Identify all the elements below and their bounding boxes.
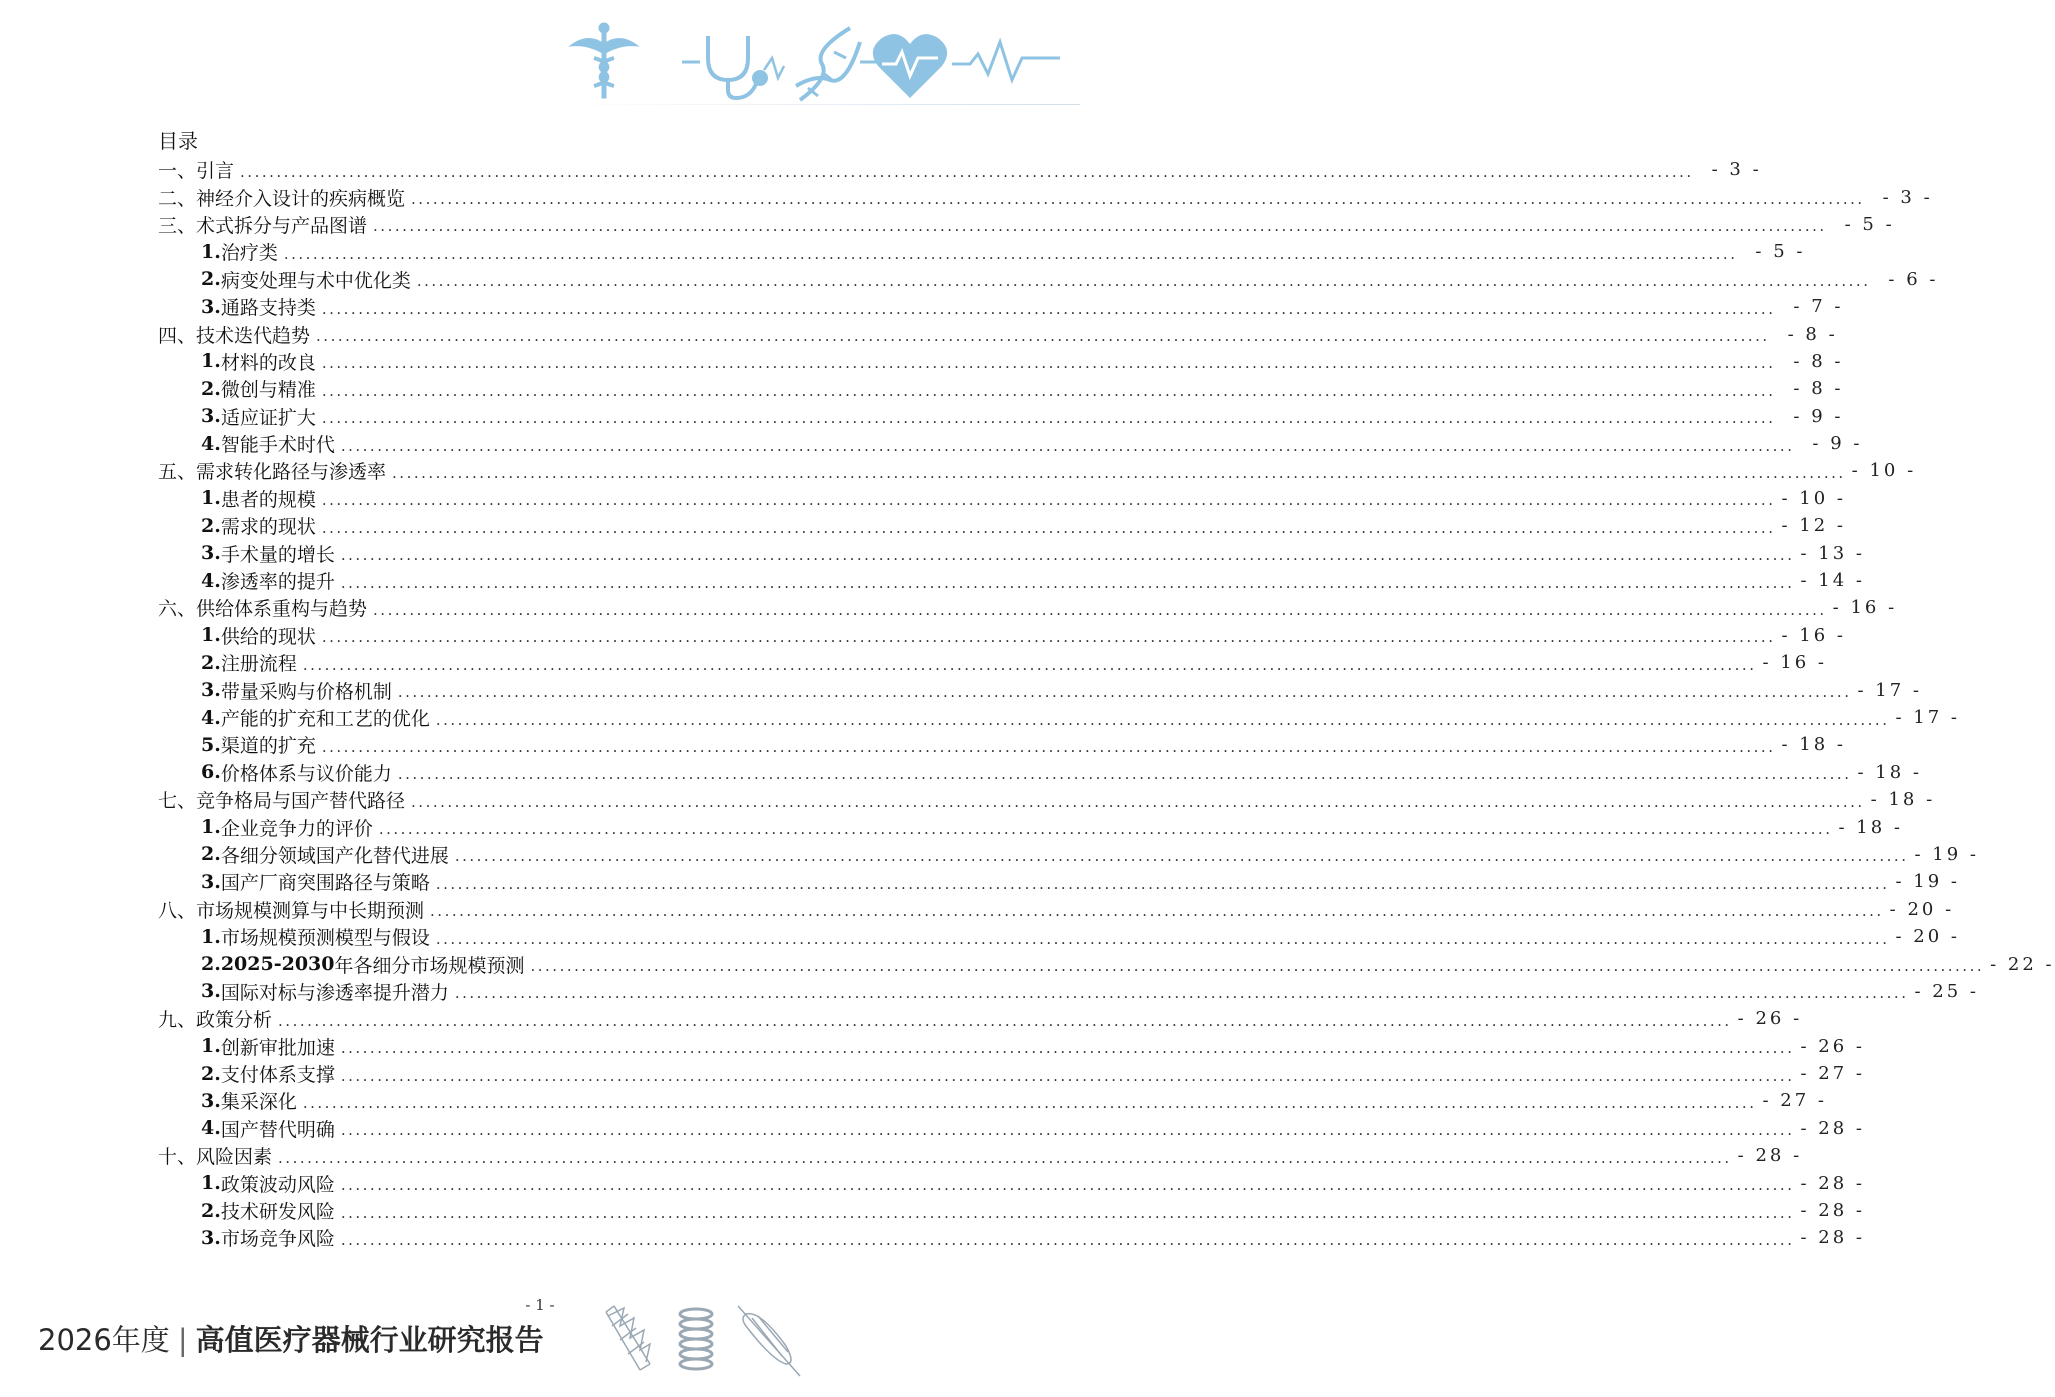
toc-entry-page: - 20 - (1889, 898, 1955, 920)
toc-subsection-row[interactable] (158, 841, 1979, 868)
toc-entry-page: - 19 - (1914, 843, 1979, 865)
toc-entry-page: - 9 - (1812, 433, 1863, 455)
toc-entry-page: - 16 - (1762, 652, 1827, 674)
toc-entry-page: - 16 - (1832, 597, 1898, 619)
toc-entry-label: 竞争格局与国产替代路径 (196, 790, 406, 813)
dot-leader: ........................................................................................................................................................................................................ (278, 1011, 1732, 1030)
toc-entry-page: - 5 - (1755, 241, 1806, 263)
toc-entry-page: - 28 - (1800, 1172, 1865, 1194)
toc-subsection-row[interactable] (158, 676, 1922, 703)
toc-entry-label: 需求转化路径与渗透率 (196, 461, 387, 484)
toc-entry-page: - 8 - (1793, 378, 1844, 400)
dot-leader: ........................................................................................................................................................................................................ (454, 984, 1909, 1003)
toc-entry-number: 3. (201, 1226, 221, 1249)
toc-section-row[interactable] (158, 1005, 1803, 1032)
dot-leader: ........................................................................................................................................................................................................ (340, 1066, 1795, 1085)
toc-entry-number: 6. (201, 761, 221, 784)
toc-entry-label: 国产厂商突围路径与策略 (220, 872, 430, 895)
dna-icon (796, 28, 878, 100)
dot-leader: ........................................................................................................................................................................................................ (316, 327, 1770, 346)
toc-entry-label: 手术量的增长 (220, 543, 335, 566)
dot-leader: ........................................................................................................................................................................................................ (340, 1230, 1795, 1249)
toc-section-row[interactable] (158, 1142, 1803, 1169)
dot-leader: ........................................................................................................................................................................................................ (340, 1121, 1795, 1140)
toc-entry-page: - 8 - (1793, 350, 1844, 372)
dot-leader: ........................................................................................................................................................................................................ (340, 1039, 1795, 1058)
dot-leader: ........................................................................................................................................................................................................ (373, 217, 1827, 236)
footer-device-icons (600, 1300, 810, 1380)
toc-entry-label: 需求的现状 (220, 516, 316, 539)
toc-section-row[interactable] (158, 156, 1762, 183)
toc-entry-number: 3. (201, 1089, 221, 1112)
toc-subsection-row[interactable] (158, 1169, 1865, 1196)
toc-entry-label: 通路支持类 (220, 297, 316, 320)
footer-divider: | (177, 1323, 188, 1357)
toc-entry-number: 2. (201, 514, 221, 537)
toc-subsection-row[interactable] (158, 485, 1846, 512)
dot-leader: ........................................................................................................................................................................................................ (435, 929, 1890, 948)
toc-entry-number: 2. (201, 1062, 221, 1085)
toc-entry-label: 国产替代明确 (220, 1118, 335, 1141)
toc-subsection-row[interactable] (158, 348, 1844, 375)
toc-entry-number: 3. (201, 295, 221, 318)
toc-entry-page: - 8 - (1787, 323, 1838, 345)
toc-section-row[interactable] (158, 896, 1955, 923)
toc-entry-page: - 7 - (1793, 296, 1844, 318)
toc-entry-label: 支付体系支撑 (220, 1064, 335, 1087)
toc-entry-page: - 28 - (1800, 1117, 1865, 1139)
dot-leader: ........................................................................................................................................................................................................ (378, 820, 1833, 839)
toc-subsection-row[interactable] (158, 950, 2055, 977)
coil-icon (680, 1309, 712, 1369)
toc-entry-page: - 27 - (1800, 1063, 1865, 1085)
dot-leader: ........................................................................................................................................................................................................ (302, 655, 1757, 674)
header-divider (560, 104, 1080, 105)
dot-leader: ........................................................................................................................................................................................................ (454, 847, 1909, 866)
toc-section-row[interactable] (158, 457, 1917, 484)
toc-entry-number: 1. (201, 624, 221, 647)
toc-entry-number: 4. (201, 569, 221, 592)
toc-section-row[interactable] (158, 183, 1933, 210)
dot-leader: ........................................................................................................................................................................................................ (321, 491, 1776, 510)
toc-entry-label: 创新审批加速 (220, 1036, 335, 1059)
table-of-contents (158, 126, 2055, 1252)
toc-entry-page: - 18 - (1781, 734, 1846, 756)
toc-entry-label: 各细分领域国产化替代进展 (220, 844, 449, 867)
toc-entry-label: 智能手术时代 (220, 434, 335, 457)
toc-subsection-row[interactable] (158, 567, 1865, 594)
stent-icon (606, 1306, 650, 1370)
dot-leader: ........................................................................................................................................................................................................ (321, 628, 1776, 647)
toc-subsection-row[interactable] (158, 375, 1844, 402)
toc-entry-number: 七、 (158, 790, 197, 813)
toc-entry-label: 市场竞争风险 (220, 1228, 335, 1251)
toc-entry-label: 价格体系与议价能力 (220, 762, 392, 785)
toc-entry-page: - 22 - (1990, 953, 2055, 975)
toc-entry-page: - 16 - (1781, 624, 1846, 646)
toc-subsection-row[interactable] (158, 1115, 1865, 1142)
toc-section-row[interactable] (158, 594, 1898, 621)
toc-entry-label: 术式拆分与产品图谱 (196, 214, 368, 237)
toc-entry-label: 供给体系重构与趋势 (196, 598, 368, 621)
toc-entry-number: 2.2025-2030 (201, 953, 335, 976)
dot-leader: ........................................................................................................................................................................................................ (283, 244, 1738, 263)
toc-entry-number: 九、 (158, 1009, 197, 1032)
toc-entry-page: - 20 - (1895, 926, 1960, 948)
dot-leader: ........................................................................................................................................................................................................ (340, 573, 1795, 592)
toc-entry-number: 2. (201, 268, 221, 291)
dot-leader: ........................................................................................................................................................................................................ (411, 190, 1865, 209)
dot-leader: ........................................................................................................................................................................................................ (373, 600, 1827, 619)
page-number: - 1 - (525, 1296, 555, 1314)
toc-entry-label: 微创与精准 (220, 379, 316, 402)
dot-leader: ........................................................................................................................................................................................................ (416, 272, 1871, 291)
toc-entry-label: 病变处理与术中优化类 (220, 269, 411, 292)
toc-entry-number: 5. (201, 733, 221, 756)
toc-entry-number: 2. (201, 1199, 221, 1222)
toc-subsection-row[interactable] (158, 1224, 1865, 1251)
toc-entry-label: 供给的现状 (220, 625, 316, 648)
toc-subsection-row[interactable] (158, 704, 1960, 731)
dot-leader: ........................................................................................................................................................................................................ (530, 957, 1985, 976)
toc-entry-label: 神经介入设计的疾病概览 (196, 187, 406, 210)
toc-entry-number: 1. (201, 240, 221, 263)
toc-entry-number: 二、 (158, 187, 197, 210)
toc-entry-number: 1. (201, 487, 221, 510)
toc-entry-number: 一、 (158, 160, 197, 183)
toc-entry-page: - 25 - (1914, 980, 1979, 1002)
toc-entry-page: - 26 - (1800, 1035, 1865, 1057)
toc-entry-label: 材料的改良 (220, 351, 316, 374)
toc-entry-label: 渗透率的提升 (220, 571, 335, 594)
toc-subsection-row[interactable] (158, 512, 1846, 539)
toc-entry-number: 1. (201, 1172, 221, 1195)
toc-entry-number: 3. (201, 679, 221, 702)
toc-entry-page: - 3 - (1711, 159, 1762, 181)
toc-entry-label: 患者的规模 (220, 488, 316, 511)
toc-entry-number: 四、 (158, 324, 197, 347)
toc-entry-page: - 3 - (1882, 186, 1933, 208)
toc-entry-number: 3. (201, 980, 221, 1003)
toc-subsection-row[interactable] (158, 1033, 1865, 1060)
toc-entry-label: 引言 (196, 160, 235, 183)
toc-entry-page: - 28 - (1800, 1200, 1865, 1222)
toc-entry-page: - 10 - (1781, 487, 1846, 509)
toc-entry-page: - 6 - (1888, 268, 1939, 290)
dot-leader: ........................................................................................................................................................................................................ (278, 1148, 1732, 1167)
toc-title: 目录 (158, 129, 198, 153)
toc-entry-number: 1. (201, 816, 221, 839)
toc-entry-page: - 14 - (1800, 570, 1865, 592)
toc-subsection-row[interactable] (158, 868, 1960, 895)
heart-pulse-icon (873, 34, 1060, 98)
toc-subsection-row[interactable] (158, 923, 1960, 950)
dot-leader: ........................................................................................................................................................................................................ (411, 792, 1865, 811)
toc-entry-page: - 28 - (1737, 1145, 1803, 1167)
toc-entry-number: 六、 (158, 598, 197, 621)
dot-leader: ........................................................................................................................................................................................................ (321, 409, 1776, 428)
dot-leader: ........................................................................................................................................................................................................ (430, 902, 1884, 921)
toc-subsection-row[interactable] (158, 649, 1827, 676)
header-medical-icons (560, 18, 1080, 108)
toc-entry-number: 4. (201, 432, 221, 455)
dot-leader: ........................................................................................................................................................................................................ (321, 299, 1776, 318)
toc-subsection-row[interactable] (158, 1087, 1827, 1114)
toc-entry-page: - 17 - (1895, 707, 1960, 728)
toc-entry-page: - 10 - (1851, 460, 1917, 482)
dot-leader: ........................................................................................................................................................................................................ (397, 765, 1852, 784)
toc-entry-label: 带量采购与价格机制 (220, 680, 392, 703)
toc-subsection-row[interactable] (158, 622, 1846, 649)
dot-leader: ........................................................................................................................................................................................................ (392, 463, 1846, 482)
dot-leader: ........................................................................................................................................................................................................ (240, 162, 1694, 181)
toc-subsection-row[interactable] (158, 403, 1844, 430)
toc-entry-number: 1. (201, 1035, 221, 1058)
toc-entry-page: - 27 - (1762, 1090, 1827, 1112)
toc-subsection-row[interactable] (158, 731, 1846, 758)
toc-entry-label: 企业竞争力的评价 (220, 817, 373, 840)
toc-entry-label: 市场规模预测模型与假设 (220, 927, 430, 950)
toc-entry-label: 政策波动风险 (220, 1173, 335, 1196)
dot-leader: ........................................................................................................................................................................................................ (435, 874, 1890, 893)
toc-entry-label: 产能的扩充和工艺的优化 (220, 708, 430, 730)
dot-leader: ........................................................................................................................................................................................................ (340, 1203, 1795, 1222)
toc-entry-number: 3. (201, 870, 221, 893)
footer-title-text: 高值医疗器械行业研究报告 (195, 1323, 544, 1357)
toc-entry-page: - 26 - (1737, 1008, 1803, 1030)
toc-subsection-row[interactable] (158, 238, 1806, 265)
dot-leader: ........................................................................................................................................................................................................ (321, 354, 1776, 373)
toc-entry-number: 3. (201, 542, 221, 565)
toc-entry-label: 风险因素 (196, 1146, 273, 1169)
stethoscope-icon (682, 36, 784, 98)
toc-subsection-row[interactable] (158, 1060, 1865, 1087)
toc-subsection-row[interactable] (158, 293, 1844, 320)
toc-subsection-row[interactable] (158, 1197, 1865, 1224)
toc-entry-label: 市场规模测算与中长期预测 (196, 899, 425, 922)
toc-entry-number: 4. (201, 1117, 221, 1140)
toc-entry-label: 治疗类 (220, 242, 278, 265)
balloon-catheter-icon (738, 1306, 800, 1376)
toc-entry-label: 注册流程 (220, 653, 297, 676)
toc-entry-number: 1. (201, 925, 221, 948)
toc-entry-page: - 17 - (1857, 679, 1922, 701)
toc-entry-number: 2. (201, 651, 221, 674)
toc-subsection-row[interactable] (158, 266, 1939, 293)
dot-leader: ........................................................................................................................................................................................................ (321, 737, 1776, 756)
dot-leader: ........................................................................................................................................................................................................ (340, 436, 1795, 455)
toc-entry-label: 年各细分市场规模预测 (334, 954, 525, 977)
toc-entry-number: 十、 (158, 1146, 197, 1169)
toc-section-row[interactable] (158, 786, 1936, 813)
toc-entry-number: 2. (201, 377, 221, 400)
toc-entry-number: 五、 (158, 461, 197, 484)
toc-entry-label: 国际对标与渗透率提升潜力 (220, 981, 449, 1004)
toc-entry-label: 集采深化 (220, 1091, 297, 1114)
toc-entry-page: - 18 - (1870, 789, 1936, 811)
toc-entry-number: 4. (201, 706, 221, 729)
toc-subsection-row[interactable] (158, 430, 1863, 457)
toc-entry-page: - 13 - (1800, 542, 1865, 564)
dot-leader: ........................................................................................................................................................................................................ (435, 710, 1890, 729)
toc-section-row[interactable] (158, 320, 1838, 347)
toc-entry-number: 八、 (158, 899, 197, 922)
footer-report-title (38, 1318, 544, 1359)
dot-leader: ........................................................................................................................................................................................................ (397, 683, 1852, 702)
dot-leader: ........................................................................................................................................................................................................ (321, 381, 1776, 400)
dot-leader: ........................................................................................................................................................................................................ (340, 1176, 1795, 1195)
toc-subsection-row[interactable] (158, 978, 1979, 1005)
toc-entry-page: - 5 - (1844, 213, 1895, 235)
toc-entry-page: - 19 - (1895, 871, 1960, 893)
dot-leader: ........................................................................................................................................................................................................ (321, 518, 1776, 537)
toc-entry-label: 技术研发风险 (220, 1201, 335, 1224)
toc-entry-page: - 28 - (1800, 1227, 1865, 1249)
toc-list (158, 156, 2055, 1252)
toc-section-row[interactable] (158, 211, 1895, 238)
toc-entry-label: 适应证扩大 (220, 406, 316, 429)
toc-entry-label: 政策分析 (196, 1009, 273, 1032)
toc-subsection-row[interactable] (158, 813, 1903, 840)
toc-entry-number: 1. (201, 350, 221, 373)
toc-entry-number: 2. (201, 843, 221, 866)
toc-entry-page: - 12 - (1781, 515, 1846, 537)
toc-entry-page: - 9 - (1793, 405, 1844, 427)
toc-entry-label: 渠道的扩充 (220, 735, 316, 758)
toc-entry-page: - 18 - (1857, 761, 1922, 783)
caduceus-icon (570, 23, 638, 98)
toc-entry-number: 三、 (158, 214, 197, 237)
dot-leader: ........................................................................................................................................................................................................ (302, 1093, 1757, 1112)
toc-entry-page: - 18 - (1838, 816, 1903, 838)
toc-entry-number: 3. (201, 405, 221, 428)
footer-year: 2026年度 (38, 1323, 170, 1357)
toc-entry-label: 技术迭代趋势 (196, 324, 311, 347)
toc-subsection-row[interactable] (158, 759, 1922, 786)
dot-leader: ........................................................................................................................................................................................................ (340, 546, 1795, 565)
toc-subsection-row[interactable] (158, 539, 1865, 566)
